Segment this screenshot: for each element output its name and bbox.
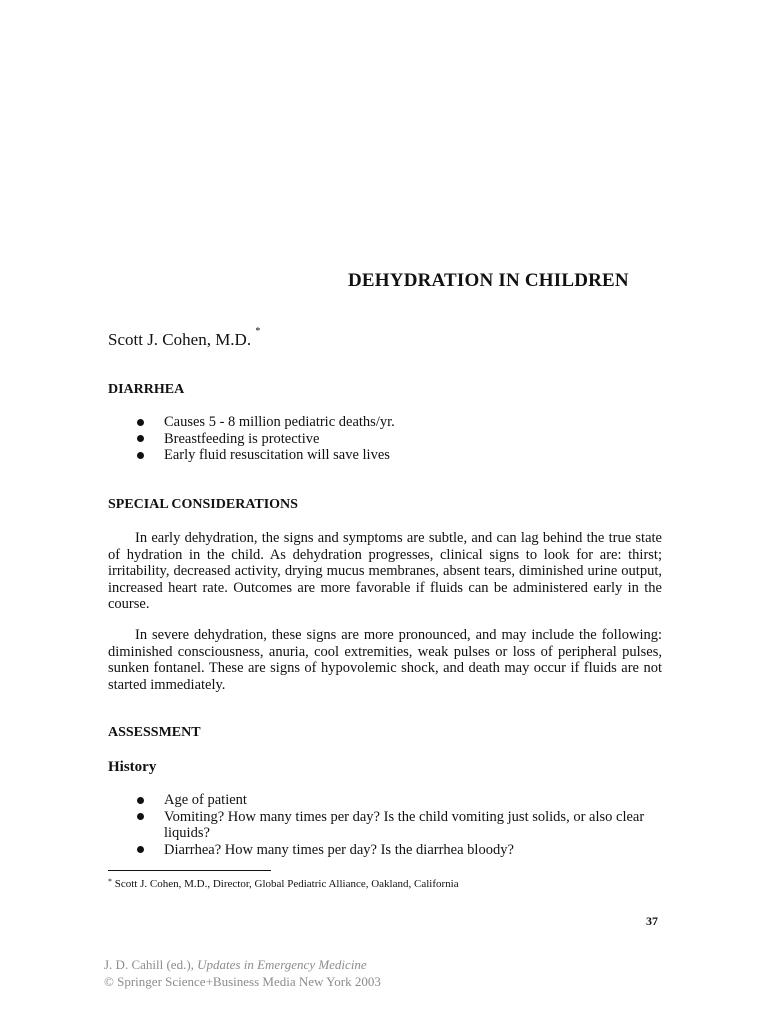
footnote-divider [108, 870, 271, 871]
author-footnote-marker: * [255, 326, 261, 337]
list-item: Vomiting? How many times per day? Is the child vomiting just solids, or also clear liquids? [137, 809, 667, 842]
author-name: Scott J. Cohen, M.D. [108, 330, 252, 349]
diarrhea-bullet-list [137, 414, 395, 464]
history-bullet-list [137, 792, 667, 858]
page-title: DEHYDRATION IN CHILDREN [348, 270, 629, 291]
bullet-icon [137, 797, 144, 804]
bullet-icon [137, 419, 144, 426]
bullet-icon [137, 813, 144, 820]
bullet-icon [137, 452, 144, 459]
bullet-icon [137, 435, 144, 442]
list-item: Early fluid resuscitation will save lives [137, 447, 395, 464]
list-item: Breastfeeding is protective [137, 431, 395, 448]
credit-line-editor [104, 957, 367, 973]
section-heading-assessment: ASSESSMENT [108, 725, 201, 740]
author-line [108, 326, 261, 350]
list-item: Age of patient [137, 792, 667, 809]
list-item: Causes 5 - 8 million pediatric deaths/yr. [137, 414, 395, 431]
page-number: 37 [646, 914, 658, 928]
footnote-text: Scott J. Cohen, M.D., Director, Global Pediatric Alliance, Oakland, California [114, 878, 459, 890]
footnote [108, 878, 459, 890]
bullet-icon [137, 846, 144, 853]
paragraph-severe-dehydration: In severe dehydration, these signs are more pronounced, and may include the following: diminished consciousness, anuria, cool extremities, weak pulses or loss of peripheral pulses, sunken fontanel. These are signs of hypovolemic shock, and death may occur if fluids are not started immediately. [108, 627, 662, 693]
credit-copyright: © Springer Science+Business Media New York 2003 [104, 974, 381, 989]
credit-book-title: Updates in Emergency Medicine [197, 957, 367, 972]
list-item: Diarrhea? How many times per day? Is the diarrhea bloody? [137, 842, 667, 859]
footnote-marker: * [108, 877, 112, 886]
credit-editor: J. D. Cahill (ed.), [104, 957, 194, 972]
section-heading-special-considerations: SPECIAL CONSIDERATIONS [108, 497, 298, 512]
paragraph-early-dehydration: In early dehydration, the signs and symptoms are subtle, and can lag behind the true state of hydration in the child. As dehydration progresses, clinical signs to look for are: thirst; irritability, decreased activity, drying mucus membranes, absent tears, diminished urine output, increased heart rate. Outcomes are more favorable if fluids can be administered early in the course. [108, 530, 662, 612]
section-heading-diarrhea: DIARRHEA [108, 382, 185, 397]
subheading-history: History [108, 759, 157, 775]
